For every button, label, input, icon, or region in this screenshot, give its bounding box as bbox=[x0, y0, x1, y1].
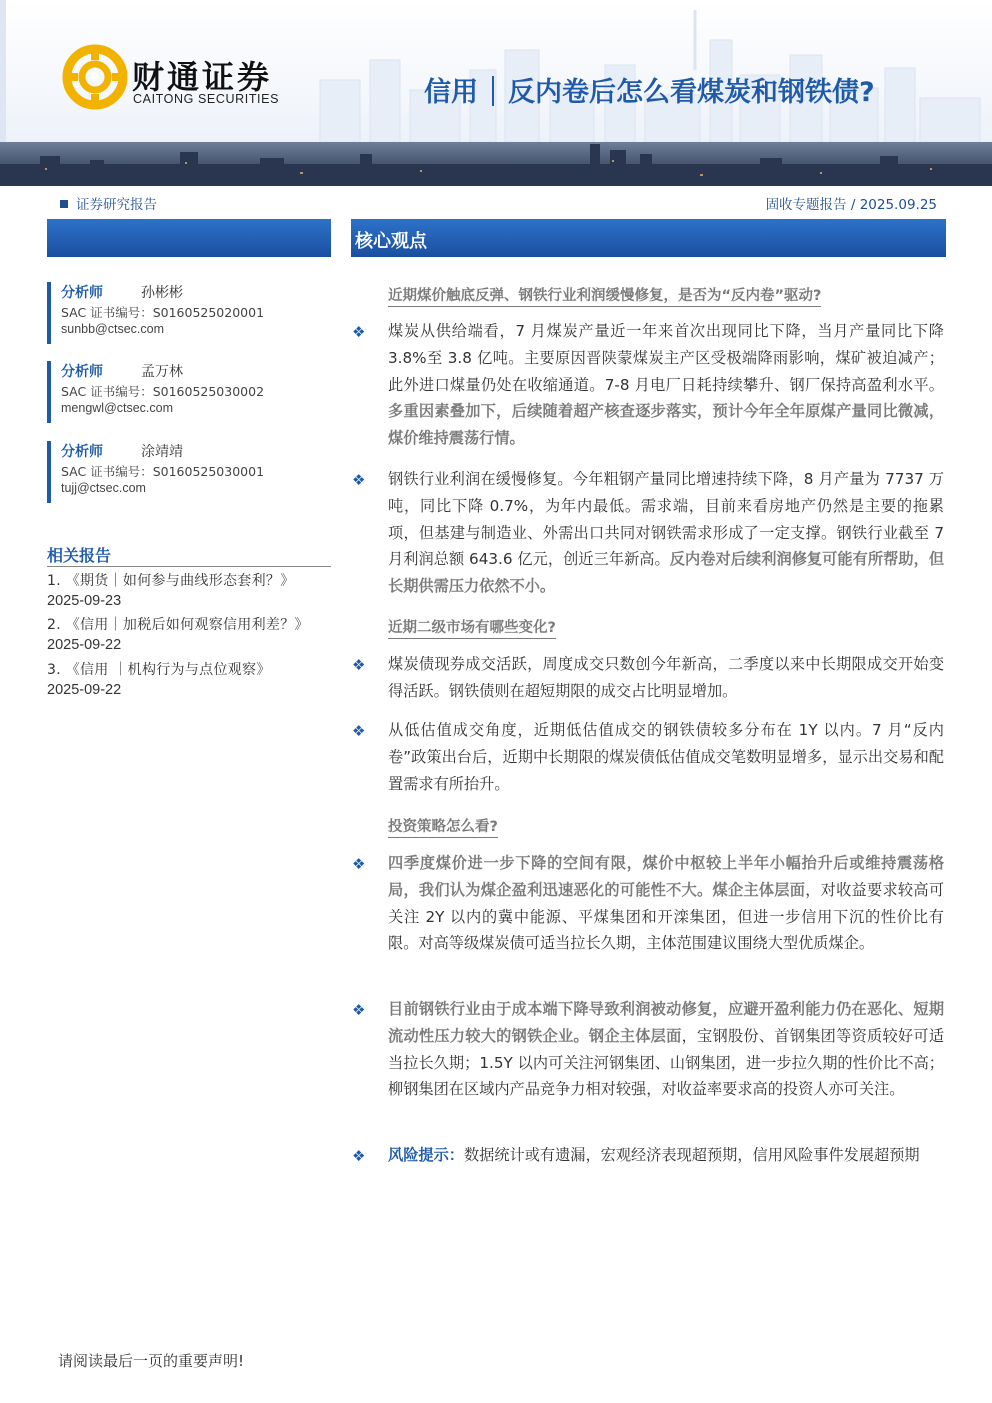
meta-separator: / bbox=[846, 197, 860, 213]
analyst-label: 分析师 bbox=[61, 364, 103, 380]
brand-name-cn: 财通证券 bbox=[132, 58, 273, 96]
report-header bbox=[0, 0, 992, 186]
report-category-label: 证券研究报告 bbox=[76, 197, 157, 213]
analyst-name: 涂靖靖 bbox=[141, 444, 183, 460]
paragraph-emphasis: 反内卷对后续利润修复可能有所帮助，但长期供需压力依然不小。 bbox=[388, 550, 945, 596]
diamond-bullet-icon: ❖ bbox=[352, 1147, 366, 1165]
paragraph-emphasis: 多重因素叠加下，后续随着超产核查逐步落实，预计今年全年原煤产量同比微减，煤价维持震荡行情。 bbox=[388, 402, 944, 448]
paragraph-emphasis: 目前钢铁行业由于成本端下降导致利润被动修复，应避开盈利能力仍在恶化、短期流动性压力较大的钢铁企业。钢企主体层面 bbox=[388, 1000, 944, 1045]
diamond-bullet-icon: ❖ bbox=[352, 722, 366, 740]
analyst-email[interactable]: sunbb@ctsec.com bbox=[61, 322, 165, 336]
related-reports-title: 相关报告 bbox=[47, 546, 112, 565]
caitong-logo-icon bbox=[60, 42, 130, 112]
report-title bbox=[424, 70, 875, 109]
diamond-bullet-icon: ❖ bbox=[352, 1001, 366, 1019]
analyst-card bbox=[47, 441, 331, 503]
analyst-sac: SAC 证书编号：S0160525030002 bbox=[61, 384, 265, 399]
related-report-item[interactable] bbox=[47, 614, 331, 653]
title-main: 反内卷后怎么看煤炭和钢铁债? bbox=[508, 77, 875, 108]
related-report-item[interactable] bbox=[47, 659, 331, 698]
paragraph-text: 钢铁行业利润在缓慢修复。今年粗钢产量同比增速持续下降，8 月产量为 7737 万吨，同比下降 0.7%，为年内最低。需求端，目前来看房地产仍然是主要的拖累项，但基建与制造业、外需出口共同对钢铁需求形成了一定支撑。钢铁行业截至 7 月利润总额 643.6 亿元，创近三年新高。 bbox=[388, 470, 944, 569]
question-heading: 近期二级市场有哪些变化? bbox=[388, 616, 556, 639]
city-panorama bbox=[0, 142, 992, 186]
analyst-name: 孟万林 bbox=[141, 364, 183, 380]
risk-warning-paragraph bbox=[388, 1142, 944, 1169]
low-valuation-paragraph: 从低估值成交角度，近期低估值成交的钢铁债较多分布在 1Y 以内。7 月“反内卷”政策出台后，近期中长期限的煤炭债低估值成交笔数明显增多，显示出交易和配置需求有所抬升。 bbox=[388, 721, 944, 793]
diamond-bullet-icon: ❖ bbox=[352, 323, 366, 341]
related-report-date: 2025-09-22 bbox=[47, 637, 122, 653]
analyst-card bbox=[47, 282, 331, 344]
related-report-title[interactable]: 1. 《期货｜如何参与曲线形态套利？》 bbox=[47, 573, 295, 589]
coal-strategy-paragraph bbox=[388, 850, 944, 957]
related-report-title[interactable]: 3. 《信用 ｜机构行为与点位观察》 bbox=[47, 662, 271, 678]
steel-profit-paragraph bbox=[388, 466, 944, 600]
diamond-bullet-icon: ❖ bbox=[352, 855, 366, 873]
brand-name-en: CAITONG SECURITIES bbox=[133, 92, 280, 106]
left-column-banner bbox=[47, 219, 331, 257]
related-report-title[interactable]: 2. 《信用｜加税后如何观察信用利差？》 bbox=[47, 617, 309, 633]
disclaimer-notice: 请阅读最后一页的重要声明! bbox=[58, 1352, 245, 1370]
square-bullet-icon bbox=[60, 200, 68, 208]
related-report-date: 2025-09-22 bbox=[47, 682, 122, 698]
analyst-email[interactable]: mengwl@ctsec.com bbox=[61, 401, 174, 415]
analyst-email[interactable]: tujj@ctsec.com bbox=[61, 481, 146, 495]
analyst-card bbox=[47, 361, 331, 423]
analyst-sac: SAC 证书编号：S0160525030001 bbox=[61, 464, 265, 479]
risk-text: 数据统计或有遗漏，宏观经济表现超预期，信用风险事件发展超预期 bbox=[463, 1146, 920, 1164]
analyst-label: 分析师 bbox=[61, 285, 103, 301]
steel-strategy-paragraph bbox=[388, 996, 944, 1103]
analyst-name: 孙彬彬 bbox=[141, 285, 183, 301]
related-report-item[interactable] bbox=[47, 570, 331, 609]
paragraph-text: ，对收益要求较高可关注 2Y 以内的冀中能源、平煤集团和开滦集团，但进一步信用下沉的性价比有限。对高等级煤炭债可适当拉长久期，主体范围建议围绕大型优质煤企。 bbox=[388, 880, 945, 953]
analyst-sac: SAC 证书编号：S0160525020001 bbox=[61, 305, 265, 320]
question-heading: 近期煤价触底反弹、钢铁行业利润缓慢修复，是否为“反内卷”驱动? bbox=[388, 284, 821, 307]
analyst-label: 分析师 bbox=[61, 444, 103, 460]
core-views-banner bbox=[351, 219, 946, 257]
paragraph-emphasis: 四季度煤价进一步下降的空间有限，煤价中枢较上半年小幅抬升后或维持震荡格局，我们认为煤企盈利迅速恶化的可能性不大。煤企主体层面 bbox=[388, 854, 944, 899]
related-report-date: 2025-09-23 bbox=[47, 593, 122, 609]
report-category bbox=[60, 193, 157, 213]
coal-supply-paragraph bbox=[388, 318, 944, 452]
paragraph-text: ，宝钢股份、首钢集团等资质较好可适当拉长久期；1.5Y 以内可关注河钢集团、山钢集团，进一步拉久期的性价比不高；柳钢集团在区域内产品竞争力相对较强，对收益率要求高的投资人亦可关注。 bbox=[388, 1026, 945, 1099]
core-views-heading: 核心观点 bbox=[355, 231, 427, 252]
diamond-bullet-icon: ❖ bbox=[352, 471, 366, 489]
report-type: 固收专题报告 bbox=[765, 197, 847, 213]
secondary-market-paragraph: 煤炭债现券成交活跃，周度成交只数创今年新高，二季度以来中长期限成交开始变得活跃。钢铁债则在超短期限的成交占比明显增加。 bbox=[388, 655, 944, 700]
title-category: 信用 bbox=[424, 77, 478, 108]
paragraph-text: 煤炭从供给端看，7 月煤炭产量近一年来首次出现同比下降，当月产量同比下降 3.8%至 3.8 亿吨。主要原因晋陕蒙煤炭主产区受极端降雨影响，煤矿被迫减产；此外进口煤量仍处在收缩通道。7-8 月电厂日耗持续攀升、钢厂保持高盈利水平。 bbox=[388, 322, 944, 394]
risk-label: 风险提示： bbox=[388, 1146, 464, 1164]
header-edge bbox=[0, 0, 6, 142]
diamond-bullet-icon: ❖ bbox=[352, 656, 366, 674]
question-heading: 投资策略怎么看? bbox=[388, 815, 498, 838]
related-reports-divider bbox=[47, 566, 331, 567]
report-date: 2025.09.25 bbox=[859, 197, 937, 213]
title-divider bbox=[492, 76, 494, 106]
report-meta bbox=[766, 193, 937, 213]
